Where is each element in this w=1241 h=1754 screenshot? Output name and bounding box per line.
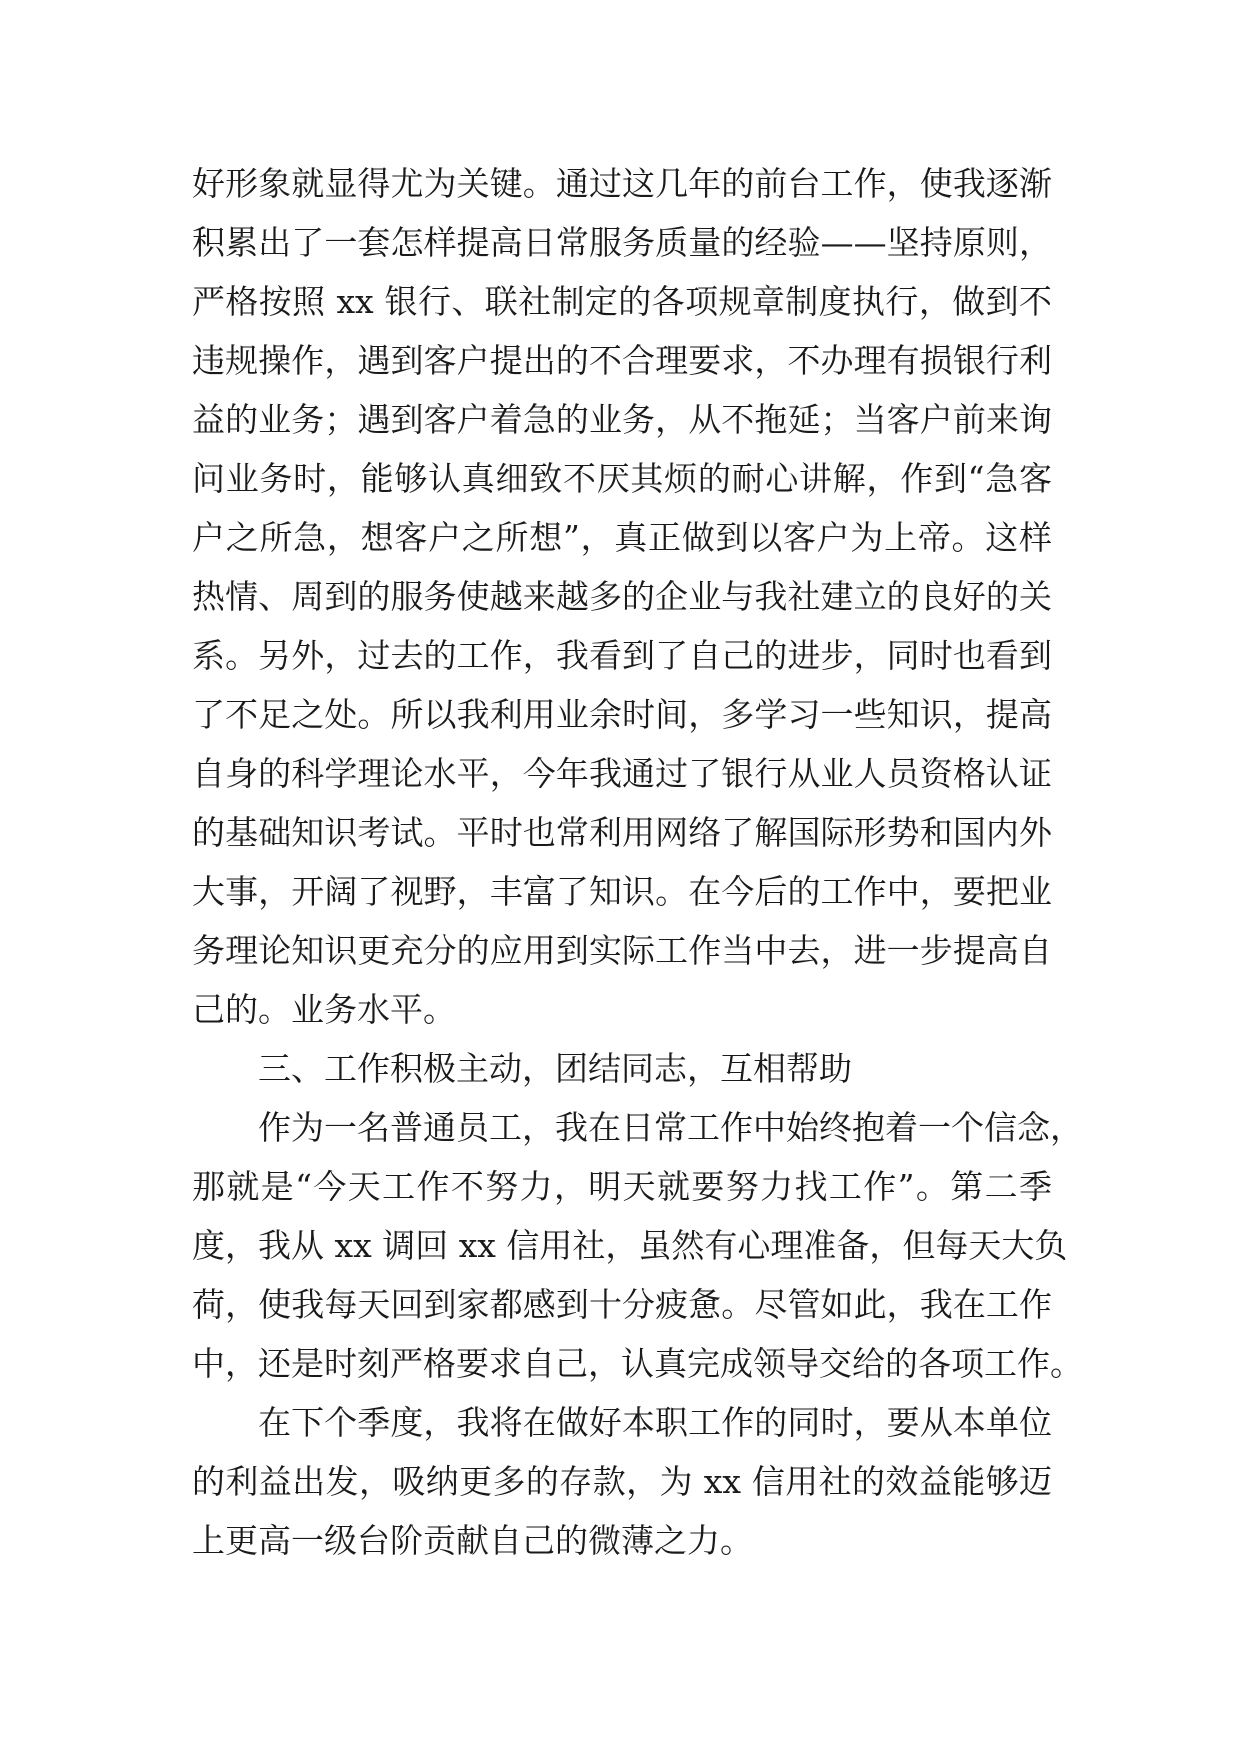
body-text-line: 的基础知识考试。平时也常利用网络了解国际形势和国内外 — [192, 813, 1052, 852]
body-text-line: 积累出了一套怎样提高日常服务质量的经验——坚持原则， — [192, 223, 1052, 262]
body-text-line: 热情、周到的服务使越来越多的企业与我社建立的良好的关 — [192, 577, 1052, 616]
section-heading: 三、工作积极主动，团结同志，互相帮助 — [258, 1049, 852, 1088]
body-text-line: 了不足之处。所以我利用业余时间，多学习一些知识，提高 — [192, 695, 1052, 734]
body-text-line: 的利益出发，吸纳更多的存款，为 xx 信用社的效益能够迈 — [192, 1462, 1052, 1501]
body-text-line: 荷，使我每天回到家都感到十分疲惫。尽管如此，我在工作 — [192, 1285, 1052, 1324]
body-text-line: 中，还是时刻严格要求自己，认真完成领导交给的各项工作。 — [192, 1344, 1083, 1383]
body-text-line: 度，我从 xx 调回 xx 信用社，虽然有心理准备，但每天大负 — [192, 1226, 1068, 1265]
body-text-line: 严格按照 xx 银行、联社制定的各项规章制度执行，做到不 — [192, 282, 1052, 321]
body-text-line: 那就是“今天工作不努力，明天就要努力找工作”。第二季 — [192, 1167, 1052, 1206]
body-text-line: 户之所急，想客户之所想”，真正做到以客户为上帝。这样 — [192, 518, 1052, 557]
body-text-line: 问业务时，能够认真细致不厌其烦的耐心讲解，作到“急客 — [192, 459, 1052, 498]
body-text-line: 务理论知识更充分的应用到实际工作当中去，进一步提高自 — [192, 931, 1052, 970]
body-text-line: 上更高一级台阶贡献自己的微薄之力。 — [192, 1521, 753, 1560]
body-text-line: 系。另外，过去的工作，我看到了自己的进步，同时也看到 — [192, 636, 1052, 675]
body-text-line: 己的。业务水平。 — [192, 990, 456, 1029]
body-text-line: 自身的科学理论水平，今年我通过了银行从业人员资格认证 — [192, 754, 1052, 793]
body-text-line: 在下个季度，我将在做好本职工作的同时，要从本单位 — [258, 1403, 1052, 1442]
body-text-line: 大事，开阔了视野，丰富了知识。在今后的工作中，要把业 — [192, 872, 1052, 911]
body-text-line: 违规操作，遇到客户提出的不合理要求，不办理有损银行利 — [192, 341, 1052, 380]
body-text-line: 好形象就显得尤为关键。通过这几年的前台工作，使我逐渐 — [192, 164, 1052, 203]
body-text-line: 益的业务；遇到客户着急的业务，从不拖延；当客户前来询 — [192, 400, 1052, 439]
body-text-line: 作为一名普通员工，我在日常工作中始终抱着一个信念， — [258, 1108, 1083, 1147]
